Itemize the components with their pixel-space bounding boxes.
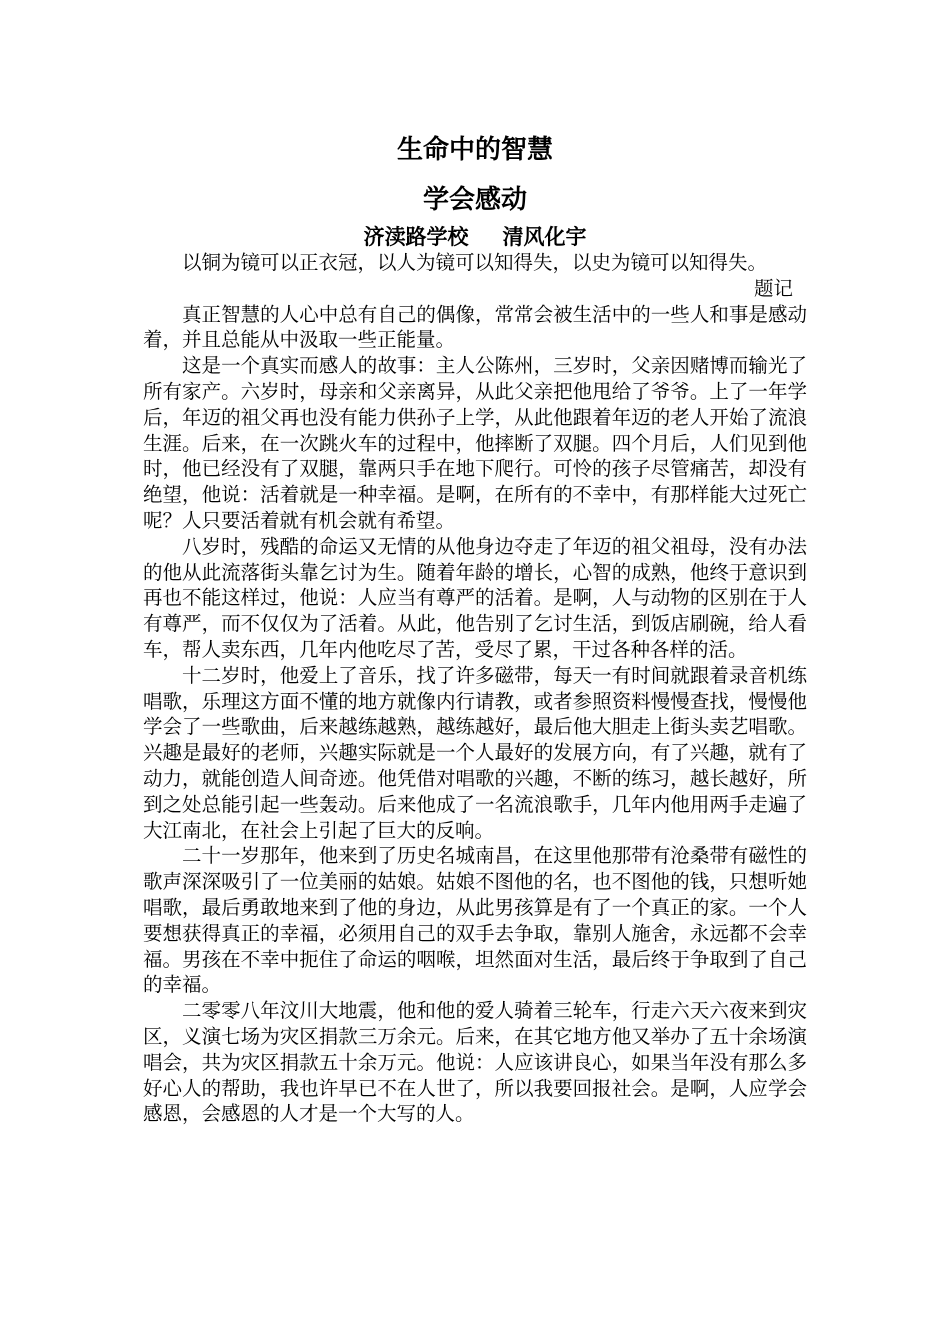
paragraph: 十二岁时，他爱上了音乐，找了许多磁带，每天一有时间就跟着录音机练唱歌，乐理这方面不懂的地方就像内行请教，或者参照资料慢慢查找，慢慢他学会了一些歌曲，后来越练越熟，越练越好，最后他大胆走上街头卖艺唱歌。兴趣是最好的老师，兴趣实际就是一个人最好的发展方向，有了兴趣，就有了动力，就能创造人间奇迹。他凭借对唱歌的兴趣，不断的练习，越长越好，所到之处总能引起一些轰动。后来他成了一名流浪歌手，几年内他用两手走遍了大江南北，在社会上引起了巨大的反响。 bbox=[143, 663, 807, 842]
paragraph: 这是一个真实而感人的故事：主人公陈州，三岁时，父亲因赌博而输光了所有家产。六岁时，母亲和父亲离异，从此父亲把他甩给了爷爷。上了一年学后，年迈的祖父再也没有能力供孙子上学，从此他跟着年迈的老人开始了流浪生涯。后来，在一次跳火车的过程中，他摔断了双腿。四个月后，人们见到他时，他已经没有了双腿，靠两只手在地下爬行。可怜的孩子尽管痛苦，却没有绝望，他说：活着就是一种幸福。是啊，在所有的不幸中，有那样能大过死亡呢？人只要活着就有机会就有希望。 bbox=[143, 354, 807, 532]
paragraph: 真正智慧的人心中总有自己的偶像，常常会被生活中的一些人和事是感动着，并且总能从中汲取一些正能量。 bbox=[143, 302, 807, 352]
school-name: 济渎路学校 bbox=[363, 225, 469, 249]
paragraph: 二十一岁那年，他来到了历史名城南昌，在这里他那带有沧桑带有磁性的歌声深深吸引了一位美丽的姑娘。姑娘不图他的名，也不图他的钱，只想听她唱歌，最后勇敢地来到了他的身边，从此男孩算是有了一个真正的家。一个人要想获得真正的幸福，必须用自己的双手去争取，靠别人施舍，永远都不会幸福。男孩在不幸中扼住了命运的咽喉，坦然面对生活，最后终于争取到了自己的幸福。 bbox=[143, 844, 807, 997]
paragraph: 八岁时，残酷的命运又无情的从他身边夺走了年迈的祖父祖母，没有办法的他从此流落街头靠乞讨为生。随着年龄的增长，心智的成熟，他终于意识到再也不能这样过，他说：人应当有尊严的活着。是啊，人与动物的区别在于人有尊严，而不仅仅为了活着。从此，他告别了乞讨生活，到饭店刷碗，给人看车，帮人卖东西，几年内他吃尽了苦，受尽了累，干过各种各样的活。 bbox=[143, 534, 807, 661]
epigraph-label: 题记 bbox=[753, 276, 793, 300]
paragraph: 二零零八年汶川大地震，他和他的爱人骑着三轮车，行走六天六夜来到灾区，义演七场为灾区捐款三万余元。后来，在其它地方他又举办了五十余场演唱会，共为灾区捐款五十余万元。他说：人应该讲良心，如果当年没有那么多好心人的帮助，我也许早已不在人世了，所以我要回报社会。是啊，人应学会感恩，会感恩的人才是一个大写的人。 bbox=[143, 999, 807, 1126]
article-body bbox=[143, 250, 807, 1127]
author-name: 清风化宇 bbox=[502, 225, 587, 249]
page-subtitle: 学会感动 bbox=[422, 185, 527, 215]
epigraph: 以铜为镜可以正衣冠，以人为镜可以知得失，以史为镜可以知得失。 bbox=[182, 251, 768, 274]
byline bbox=[0, 222, 950, 252]
page-title: 生命中的智慧 bbox=[396, 135, 553, 165]
